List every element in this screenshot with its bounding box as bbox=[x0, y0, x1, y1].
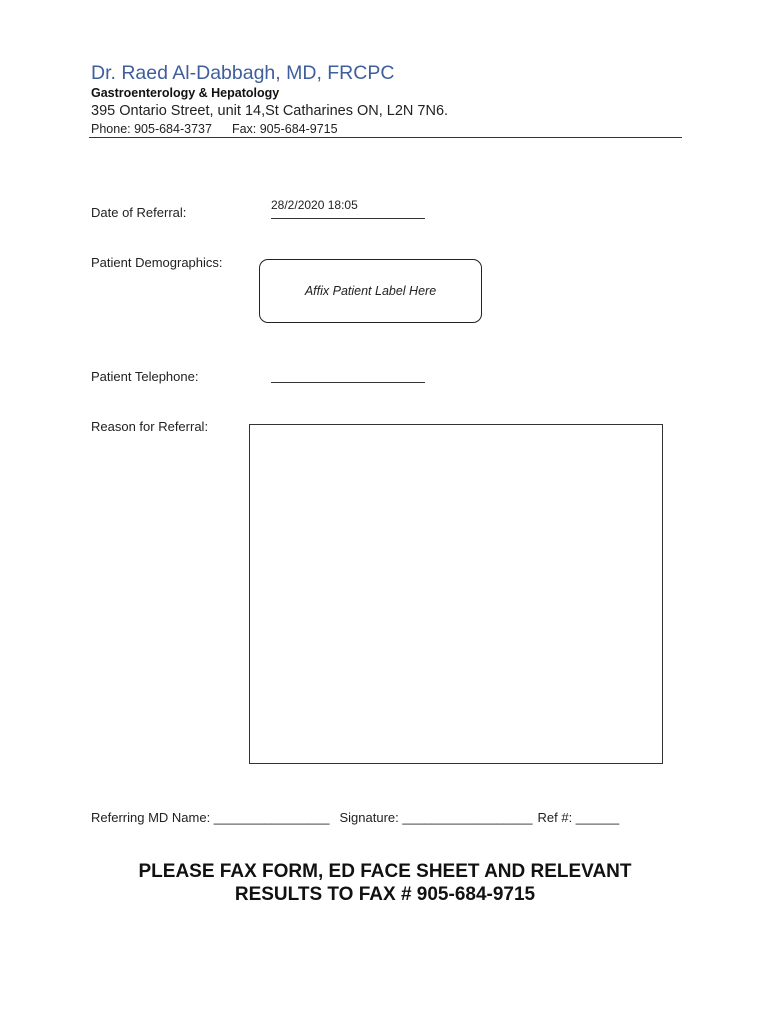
reason-for-referral-label: Reason for Referral: bbox=[91, 419, 209, 434]
fax-instructions-line1: PLEASE FAX FORM, ED FACE SHEET AND RELEVANT bbox=[138, 861, 632, 882]
clinic-address: 395 Ontario Street, unit 14,St Catharines ON, L2N 7N6. bbox=[91, 103, 449, 119]
phone-number: Phone: 905-684-3737 bbox=[91, 122, 212, 136]
contact-line bbox=[91, 122, 338, 136]
patient-label-box bbox=[259, 259, 482, 323]
signature-field[interactable]: Signature: __________________ bbox=[339, 810, 533, 825]
patient-demographics-label: Patient Demographics: bbox=[91, 255, 223, 270]
specialty: Gastroenterology & Hepatology bbox=[91, 86, 280, 100]
reason-for-referral-box[interactable] bbox=[249, 424, 663, 764]
doctor-name: Dr. Raed Al-Dabbagh, MD, FRCPC bbox=[91, 62, 395, 84]
ref-number-field[interactable]: Ref #: ______ bbox=[537, 810, 620, 825]
date-of-referral-label: Date of Referral: bbox=[91, 205, 187, 220]
patient-label-placeholder: Affix Patient Label Here bbox=[304, 284, 437, 298]
fax-number: Fax: 905-684-9715 bbox=[231, 122, 338, 136]
referrer-line bbox=[91, 810, 619, 825]
date-underline bbox=[271, 218, 425, 219]
referring-md-field[interactable]: Referring MD Name: ________________ bbox=[91, 810, 330, 825]
header-divider bbox=[89, 137, 682, 138]
patient-telephone-label: Patient Telephone: bbox=[91, 369, 199, 384]
patient-telephone-field[interactable] bbox=[271, 382, 425, 383]
fax-instructions-line2: RESULTS TO FAX # 905-684-9715 bbox=[234, 884, 536, 905]
date-of-referral-value[interactable]: 28/2/2020 18:05 bbox=[271, 198, 358, 212]
fax-instructions bbox=[0, 860, 770, 906]
